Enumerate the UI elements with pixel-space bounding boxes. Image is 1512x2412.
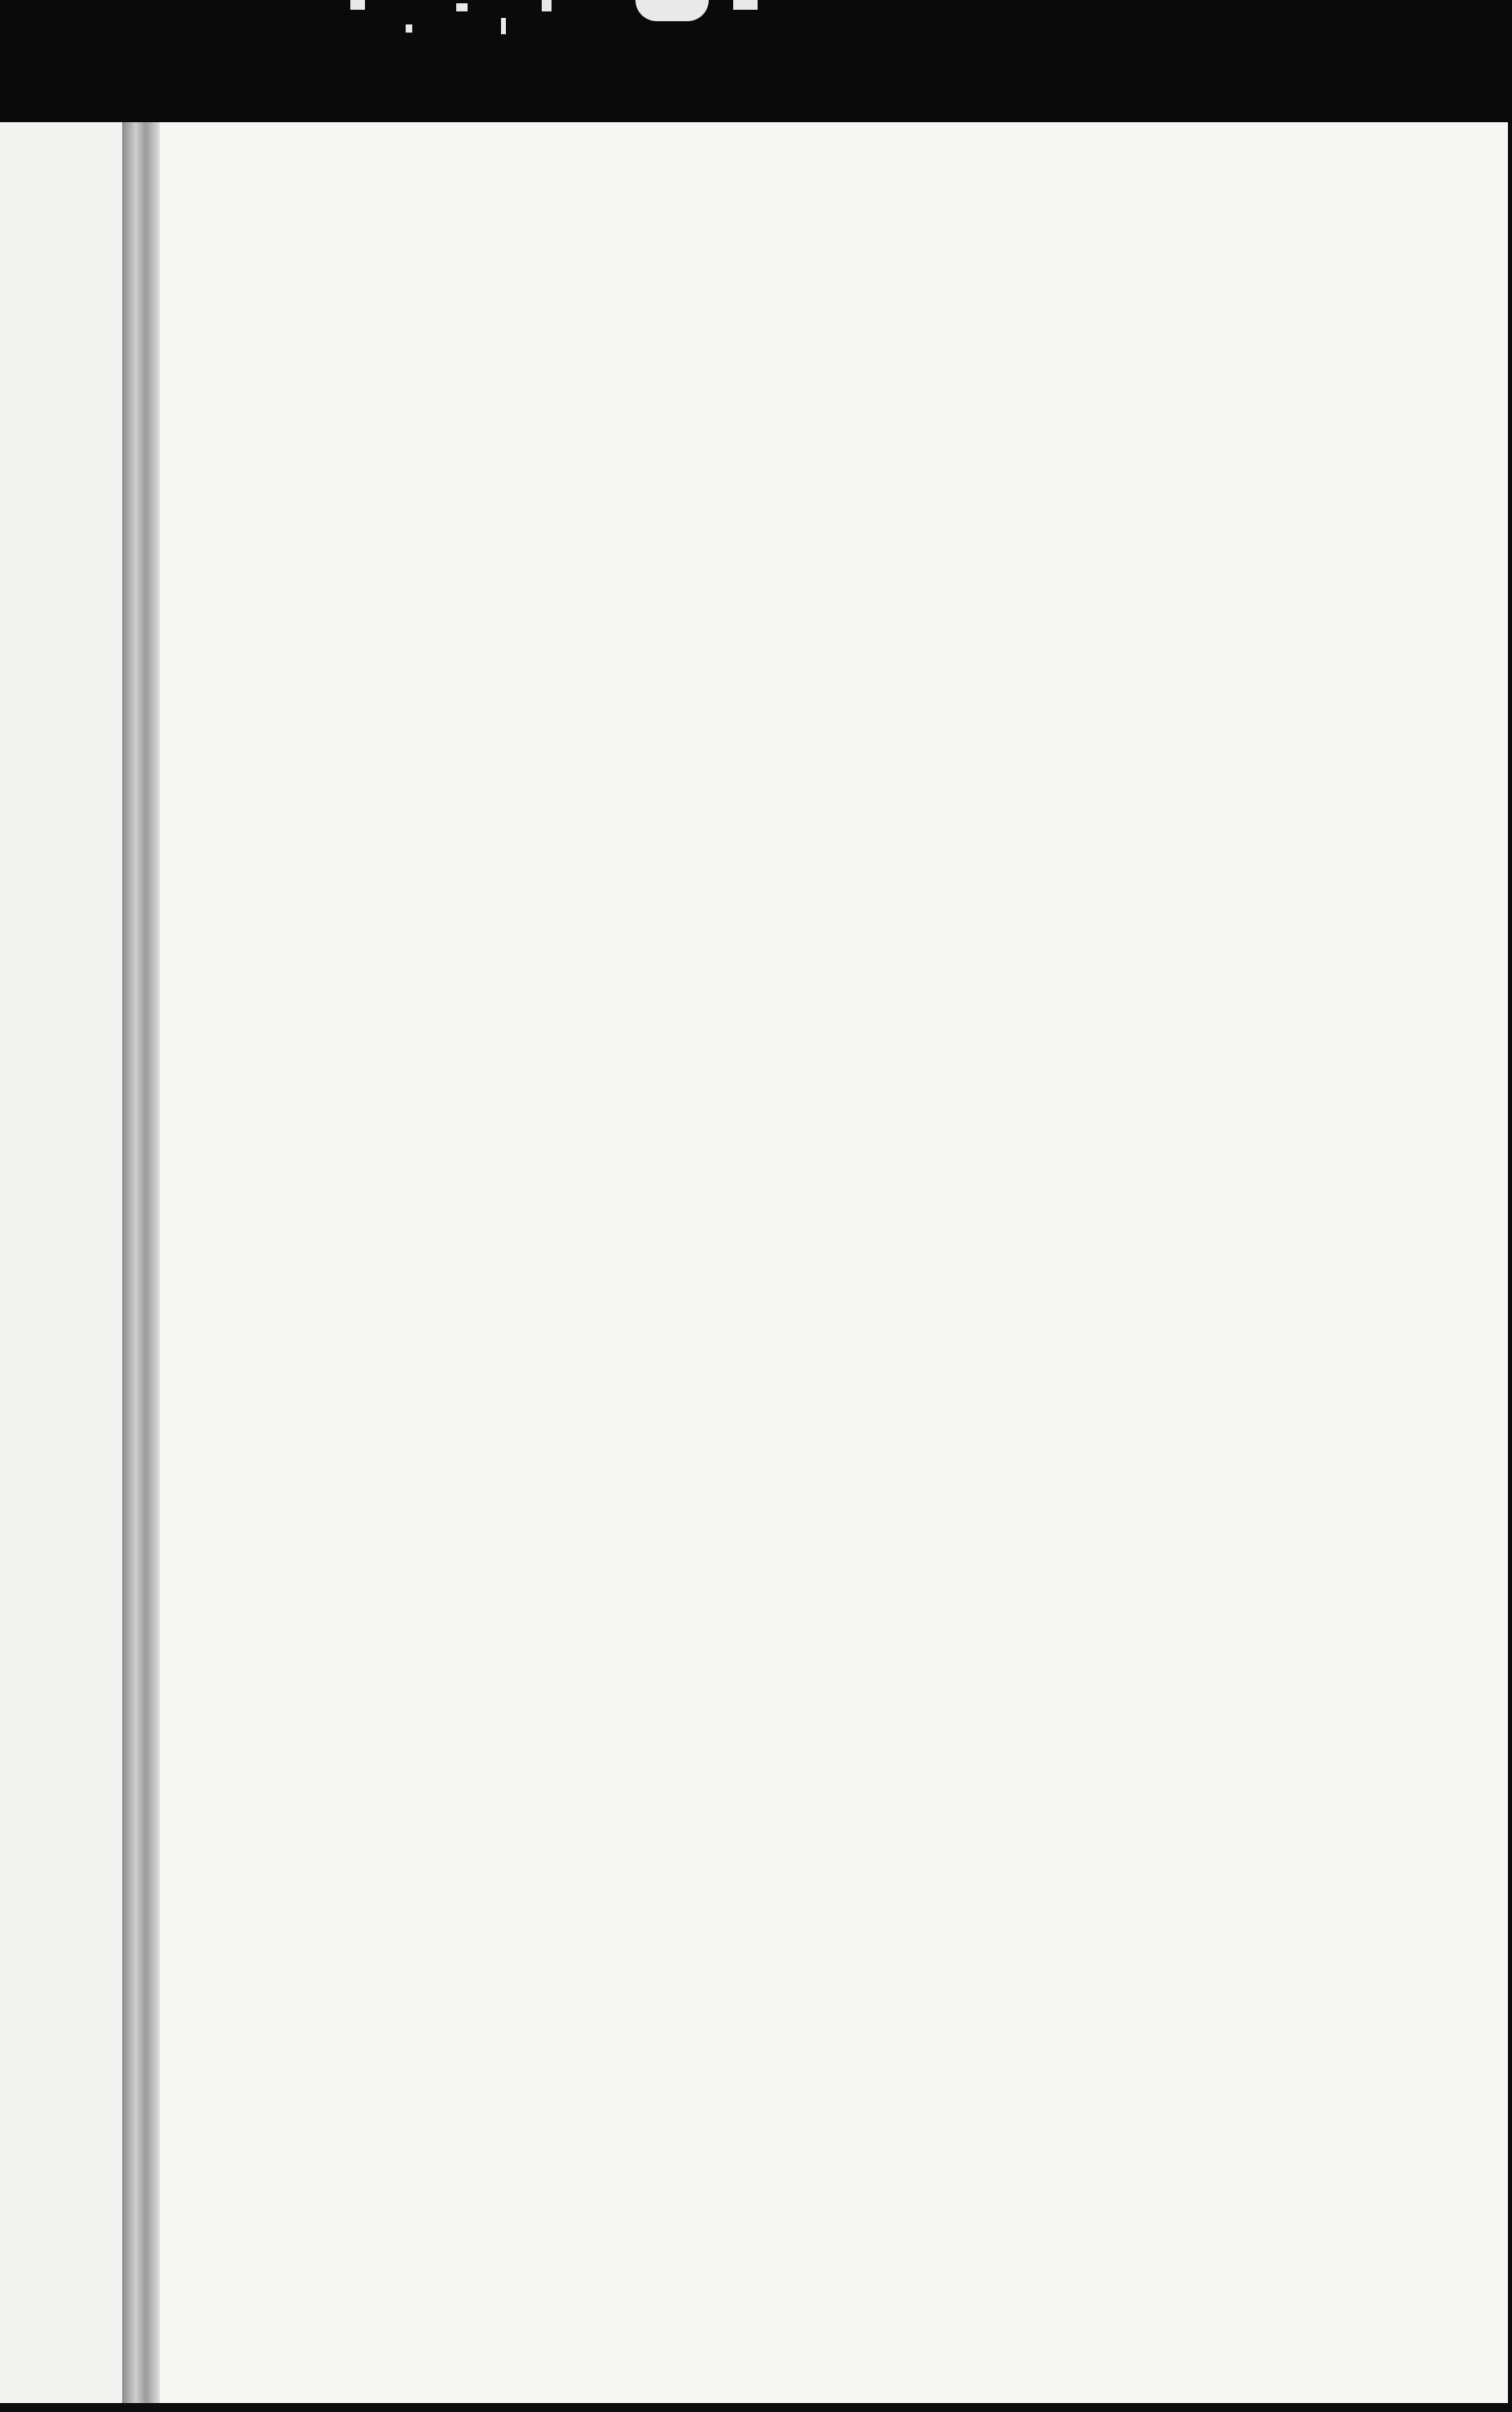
page-body-text bbox=[160, 122, 1508, 2403]
previous-page-edge bbox=[0, 122, 130, 2403]
scan-speck bbox=[406, 24, 412, 33]
book-page bbox=[160, 122, 1508, 2403]
scan-speck bbox=[542, 0, 552, 11]
scan-speck bbox=[350, 0, 365, 10]
scan-top-border bbox=[0, 0, 1512, 122]
scan-speck bbox=[733, 0, 758, 10]
scan-speck bbox=[635, 0, 709, 21]
scan-speck bbox=[501, 18, 506, 34]
scan-speck bbox=[456, 3, 468, 11]
book-gutter bbox=[122, 122, 161, 2403]
